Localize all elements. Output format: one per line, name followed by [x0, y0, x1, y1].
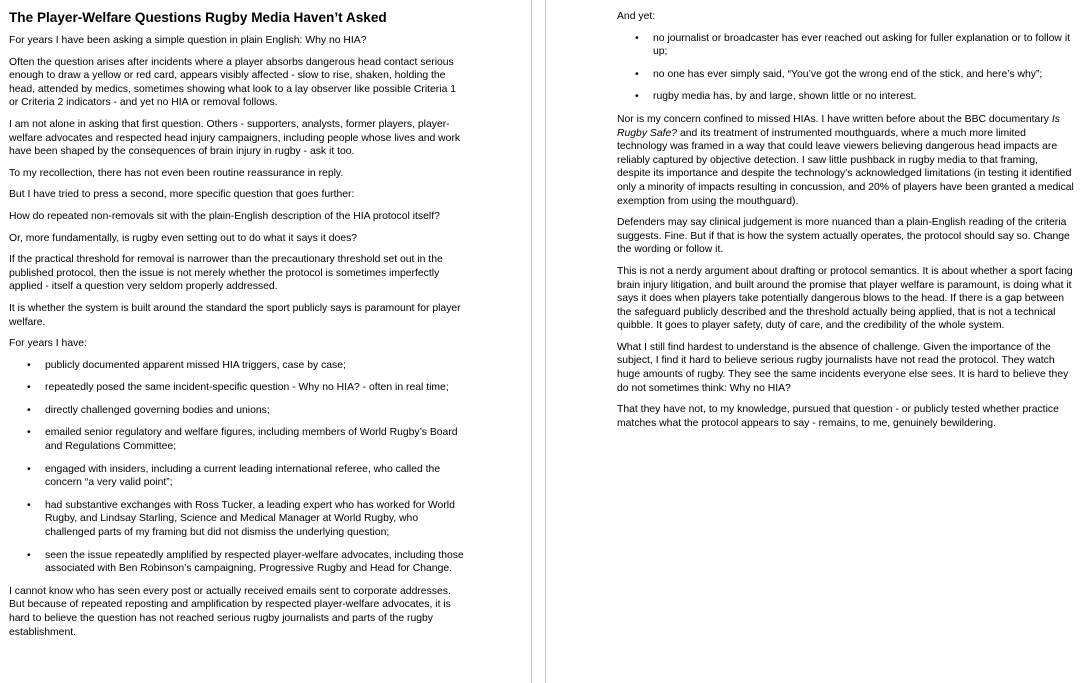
paragraph: Or, more fundamentally, is rugby even setting out to do what it says it does? [9, 232, 358, 244]
paragraph [617, 113, 1074, 208]
paragraph: For years I have: [9, 338, 87, 350]
list-item [9, 404, 465, 418]
list-item [9, 381, 465, 395]
paragraph: I am not alone in asking that first question. Others - supporters, analysts, former players, player-welfare advocates and respected head injury campaigners, including people whose lives and work have been shaped by the consequences of brain injury in rugby - ask it too. [9, 118, 461, 158]
bullet-icon: • [27, 499, 31, 511]
list-item [617, 90, 1073, 104]
list-item-text: repeatedly posed the same incident-specific question - Why no HIA? - often in real time; [45, 382, 449, 394]
bullet-icon: • [635, 91, 639, 103]
list-item-text: directly challenged governing bodies and unions; [45, 404, 270, 416]
bullet-list [9, 359, 532, 576]
paragraph: Often the question arises after incidents where a player absorbs dangerous head contact serious enough to draw a yellow or red card, appears visibly affected - slow to rise, shaken, holding the head, attended by medics, sometimes showing what look to a lay observer like possible Criteria 1 or Criteria 2 indicators - and yet no HIA or removal follows. [9, 56, 457, 109]
paragraph-text: Nor is my concern confined to missed HIAs. I have written before about the BBC documentary [617, 113, 1052, 125]
paragraph: What I still find hardest to understand is the absence of challenge. Given the importance of the subject, I find it hard to believe serious rugby journalists have not read the protocol. They watch huge amounts of rugby. They see the same incidents everyone else sees. It is hard to believe they do not sometimes think: Why no HIA? [617, 341, 1069, 394]
list-item [9, 499, 465, 540]
document-page-left [0, 0, 532, 683]
document-page-right [546, 0, 1082, 683]
list-item [9, 426, 465, 453]
bullet-icon: • [27, 549, 31, 561]
bullet-list [617, 32, 1074, 104]
list-item [617, 68, 1073, 82]
list-item-text: no journalist or broadcaster has ever reached out asking for fuller explanation or to follow it up; [653, 32, 1071, 58]
bullet-icon: • [27, 427, 31, 439]
bullet-icon: • [27, 463, 31, 475]
list-item [9, 549, 465, 576]
list-item-text: had substantive exchanges with Ross Tucker, a leading expert who has worked for World Rugby, and Lindsay Starling, Science and Medical Manager at World Rugby, who challenged parts of my framing but did not dismiss the underlying question; [45, 499, 455, 539]
list-item-text: rugby media has, by and large, shown little or no interest. [653, 91, 917, 103]
paragraph: How do repeated non-removals sit with the plain-English description of the HIA protocol itself? [9, 210, 440, 222]
list-item [9, 463, 465, 490]
documentary-title: Is Rugby Safe? [617, 113, 1060, 139]
list-item-text: seen the issue repeatedly amplified by respected player-welfare advocates, including those associated with Ben Robinson’s campaigning, Progressive Rugby and Head for Change. [45, 549, 464, 575]
list-item-text: no one has ever simply said, “You’ve got the wrong end of the stick, and here’s why”; [653, 68, 1043, 80]
paragraph: If the practical threshold for removal is narrower than the precautionary threshold set out in the published protocol, then the issue is not merely whether the protocol is sometimes imperfectly applied - itself a question very seldom properly addressed. [9, 254, 443, 293]
list-item-text: engaged with insiders, including a current leading international referee, who called the concern “a very valid point”; [45, 463, 441, 489]
paragraph: And yet: [617, 11, 656, 22]
bullet-icon: • [635, 32, 639, 44]
bullet-icon: • [27, 382, 31, 394]
paragraph-text: and its treatment of instrumented mouthguards, where a much more limited technology was framed in a way that could leave viewers believing dangerous head impacts are reliably captured by objective detection. I saw little pushback in rugby media to that framing, despite its importance and despite the technology’s acknowledged limitations (in testing it identified only a minority of impacts resulting in concussion, and 20% of players have been granted a medical exemption from using the mouthguard). [617, 127, 1074, 207]
paragraph: I cannot know who has seen every post or actually received emails sent to corporate addresses. But because of repeated reposting and amplification by respected player-welfare advocates, it is hard to believe the question has not reached serious rugby journalists and parts of the rugby establishment. [9, 585, 451, 638]
list-item-text: publicly documented apparent missed HIA triggers, case by case; [45, 359, 346, 371]
paragraph: To my recollection, there has not even been routine reassurance in reply. [9, 167, 344, 179]
paragraph: For years I have been asking a simple question in plain English: Why no HIA? [9, 35, 367, 46]
page-edge-divider [531, 0, 532, 683]
paragraph: This is not a nerdy argument about drafting or protocol semantics. It is about whether a sport facing brain injury litigation, and built around the promise that player welfare is paramount, is doing what it says it does when players take potentially dangerous blows to the head. If there is a gap between the safeguard publicly described and the threshold actually being applied, that is not a technical quibble. It goes to player safety, duty of care, and the credibility of the whole system. [617, 265, 1073, 332]
list-item-text: emailed senior regulatory and welfare figures, including members of World Rugby’s Board and Regulations Committee; [45, 427, 458, 453]
paragraph: But I have tried to press a second, more specific question that goes further: [9, 189, 355, 201]
list-item [617, 32, 1073, 59]
paragraph: Defenders may say clinical judgement is more nuanced than a plain-English reading of the criteria suggests. Fine. But if that is how the system actually operates, the protocol should say so. Change the wording or follow it. [617, 217, 1070, 256]
bullet-icon: • [27, 359, 31, 371]
list-item [9, 359, 465, 373]
document-title: The Player-Welfare Questions Rugby Media Haven’t Asked [9, 10, 387, 25]
paragraph: It is whether the system is built around the standard the sport publicly says is paramount for player welfare. [9, 302, 461, 328]
bullet-icon: • [27, 404, 31, 416]
paragraph: That they have not, to my knowledge, pursued that question - or publicly tested whether practice matches what the protocol appears to say - remains, to me, genuinely bewildering. [617, 404, 1059, 429]
bullet-icon: • [635, 68, 639, 80]
